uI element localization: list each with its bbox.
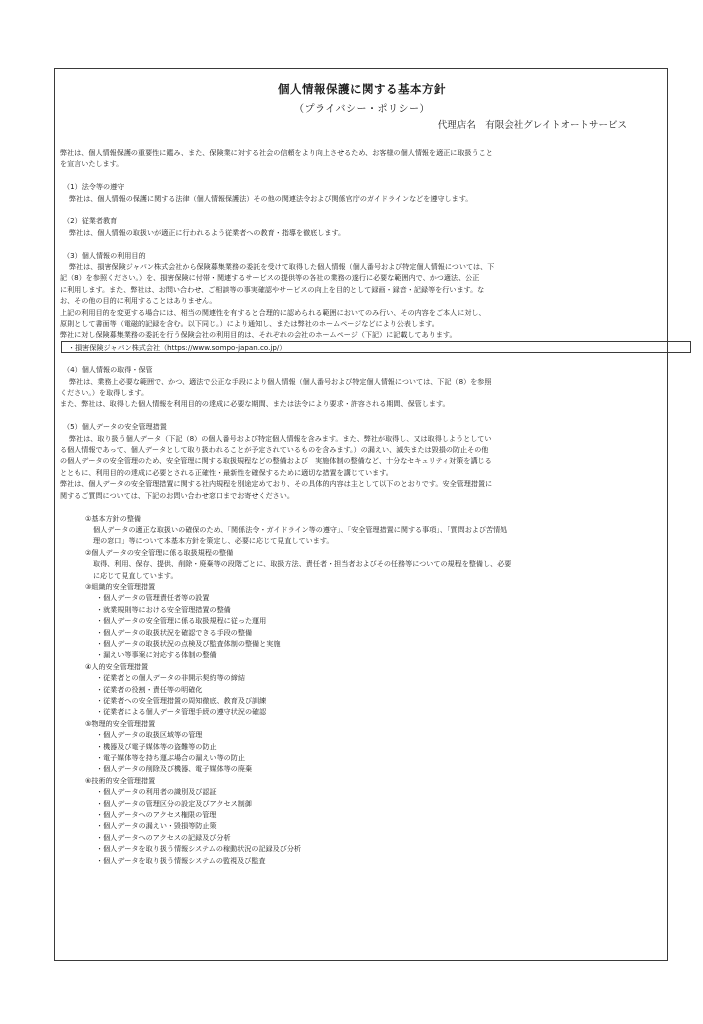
list-item: ・従業者による個人データ管理手続の遵守状況の確認 (96, 707, 267, 717)
intro-line: 弊社は、個人情報保護の重要性に鑑み、また、保険業に対する社会の信頼をより向上させるため、お客様の個人情報を適正に取扱うこと (60, 148, 493, 157)
measure-heading: ②個人データの安全管理に係る取扱規程の整備 (85, 547, 234, 557)
section-text: 弊社は、損害保険ジャパン株式会社から保険募集業務の委託を受けて取得した個人情報（個人番号および特定個人情報については、下 (69, 262, 495, 272)
measure-text: に応じて見直しています。 (93, 570, 178, 580)
list-item: ・個人データの削除及び機器、電子媒体等の廃棄 (96, 764, 253, 774)
measure-text: 理の窓口」等について本基本方針を策定し、必要に応じて見直しています。 (93, 536, 334, 546)
section-text: 弊社は、業務上必要な範囲で、かつ、適法で公正な手段により個人情報（個人番号および特定個人情報については、下記（8）を参照 (69, 376, 492, 386)
list-item: ・個人データの管理区分の設定及びアクセス制御 (96, 798, 252, 808)
section-text: 弊社に対し保険募集業務の委託を行う保険会社の利用目的は、それぞれの会社のホームページ（下記）に記載してあります。 (60, 330, 457, 340)
section-text: る個人情報であって、個人データとして取り扱われることが予定されているものを含みます。）の漏えい、滅失または毀損の防止その他 (60, 445, 489, 455)
section-heading: （4）個人情報の取得・保管 (63, 365, 153, 375)
page-frame (54, 68, 668, 961)
list-item: ・個人データの管理責任者等の設置 (96, 593, 210, 603)
section-heading: （2）従業者教育 (63, 216, 118, 226)
list-item: ・個人データを取り扱う情報システムの稼動状況の記録及び分析 (96, 844, 302, 854)
measure-heading: ⑥技術的安全管理措置 (85, 775, 156, 785)
measure-text: 個人データの適正な取扱いの確保のため、「関係法令・ガイドライン等の遵守」、「安全管理措置に関する事項」、「質問および苦情処 (93, 524, 508, 534)
section-text: ください。）を取得します。 (60, 388, 149, 398)
section-heading: （5）個人データの安全管理措置 (63, 422, 167, 432)
section-heading: （1）法令等の遵守 (63, 182, 125, 192)
section-text: 弊社は、個人情報の保護に関する法律（個人情報保護法）その他の関連法令および関係官庁のガイドラインなどを遵守します。 (69, 193, 473, 203)
list-item: ・電子媒体等を持ち運ぶ場合の漏えい等の防止 (96, 753, 245, 763)
section-text: 弊社は、個人情報の取扱いが適正に行われるよう従業者への教育・指導を徹底します。 (69, 227, 346, 237)
document-subtitle: （プライバシー・ポリシー） (294, 104, 430, 115)
list-item: ・個人データの取扱状況を確認できる手段の整備 (96, 627, 253, 637)
list-item: ・個人データの漏えい・毀損等防止策 (96, 821, 217, 831)
list-item: ・個人データの取扱状況の点検及び監査体制の整備と実施 (96, 638, 281, 648)
measure-heading: ⑤物理的安全管理措置 (85, 718, 156, 728)
section-text: 記（8）を参照ください。）を、損害保険に付帯・関連するサービスの提供等の各社の業務の遂行に必要な範囲内で、かつ適法、公正 (60, 273, 480, 283)
list-item: ・従業者への安全管理措置の周知徹底、教育及び訓練 (96, 696, 267, 705)
section-text: また、弊社は、取得した個人情報を利用目的の達成に必要な期間、または法令により要求・許容される期間、保管します。 (60, 399, 450, 409)
list-item: ・個人データへのアクセスの記録及び分析 (96, 832, 231, 842)
section-heading: （3）個人情報の利用目的 (63, 250, 146, 260)
section-text: 原則として書面等（電磁的記録を含む。以下同じ。）により通知し、または弊社のホームページなどにより公表します。 (60, 319, 439, 329)
section-text: 関するご質問については、下記のお問い合わせ窓口までお寄せください。 (60, 490, 294, 500)
section-text: 弊社は、個人データの安全管理措置に関する社内規程を別途定めており、その具体的内容は主として以下のとおりです。安全管理措置に (60, 479, 493, 489)
section-text: に利用します。また、弊社は、お問い合わせ、ご相談等の事実確認やサービスの向上を目的として録画・録音・記録等を行います。な (60, 284, 485, 294)
measure-heading: ③組織的安全管理措置 (85, 581, 156, 591)
list-item: ・従業者の役割・責任等の明確化 (96, 684, 203, 694)
document-body (60, 147, 664, 866)
document-title: 個人情報保護に関する基本方針 (278, 82, 446, 96)
section-text: とともに、利用目的の達成に必要とされる正確性・最新性を確保するために適切な措置を講じています。 (60, 467, 393, 477)
list-item: ・個人データの取扱区域等の管理 (96, 730, 203, 740)
list-item: ・従業者との個人データの非開示契約等の締結 (96, 673, 245, 683)
list-item: ・漏えい等事案に対応する体制の整備 (96, 650, 217, 660)
list-item: ・個人データの利用者の識別及び認証 (96, 787, 217, 797)
list-item: ・機器及び電子媒体等の盗難等の防止 (96, 741, 217, 751)
list-item: ・就業規則等における安全管理措置の整備 (96, 604, 231, 614)
insurer-link-box[interactable]: ・損害保険ジャパン株式会社（https://www.sompo-japan.co.jp/） (61, 341, 691, 353)
section-text: 弊社は、取り扱う個人データ（下記（8）の個人番号および特定個人情報を含みます。また、弊社が取得し、又は取得しようとしてい (69, 433, 492, 443)
section-text: お、その他の目的に利用することはありません。 (60, 296, 217, 306)
measure-heading: ①基本方針の整備 (85, 513, 142, 523)
section-text: の個人データの安全管理のため、安全管理に関する取扱規程などの整備および 実施体制の整備など、十分なセキュリティ対策を講じる (60, 456, 492, 466)
measure-heading: ④人的安全管理措置 (85, 661, 149, 671)
agency-name: 代理店名 有限会社グレイトオートサービス (437, 120, 627, 131)
list-item: ・個人データへのアクセス権限の管理 (96, 810, 217, 820)
measure-text: 取得、利用、保存、提供、削除・廃棄等の段階ごとに、取扱方法、責任者・担当者およびその任務等についての規程を整備し、必要 (93, 559, 512, 569)
list-item: ・個人データを取り扱う情報システムの監視及び監査 (96, 855, 266, 865)
section-text: 上記の利用目的を変更する場合には、相当の関連性を有すると合理的に認められる範囲においてのみ行い、その内容をご本人に対し、 (60, 307, 486, 317)
intro-line: を宣言いたします。 (60, 159, 124, 169)
list-item: ・個人データの安全管理に係る取扱規程に従った運用 (96, 616, 267, 626)
